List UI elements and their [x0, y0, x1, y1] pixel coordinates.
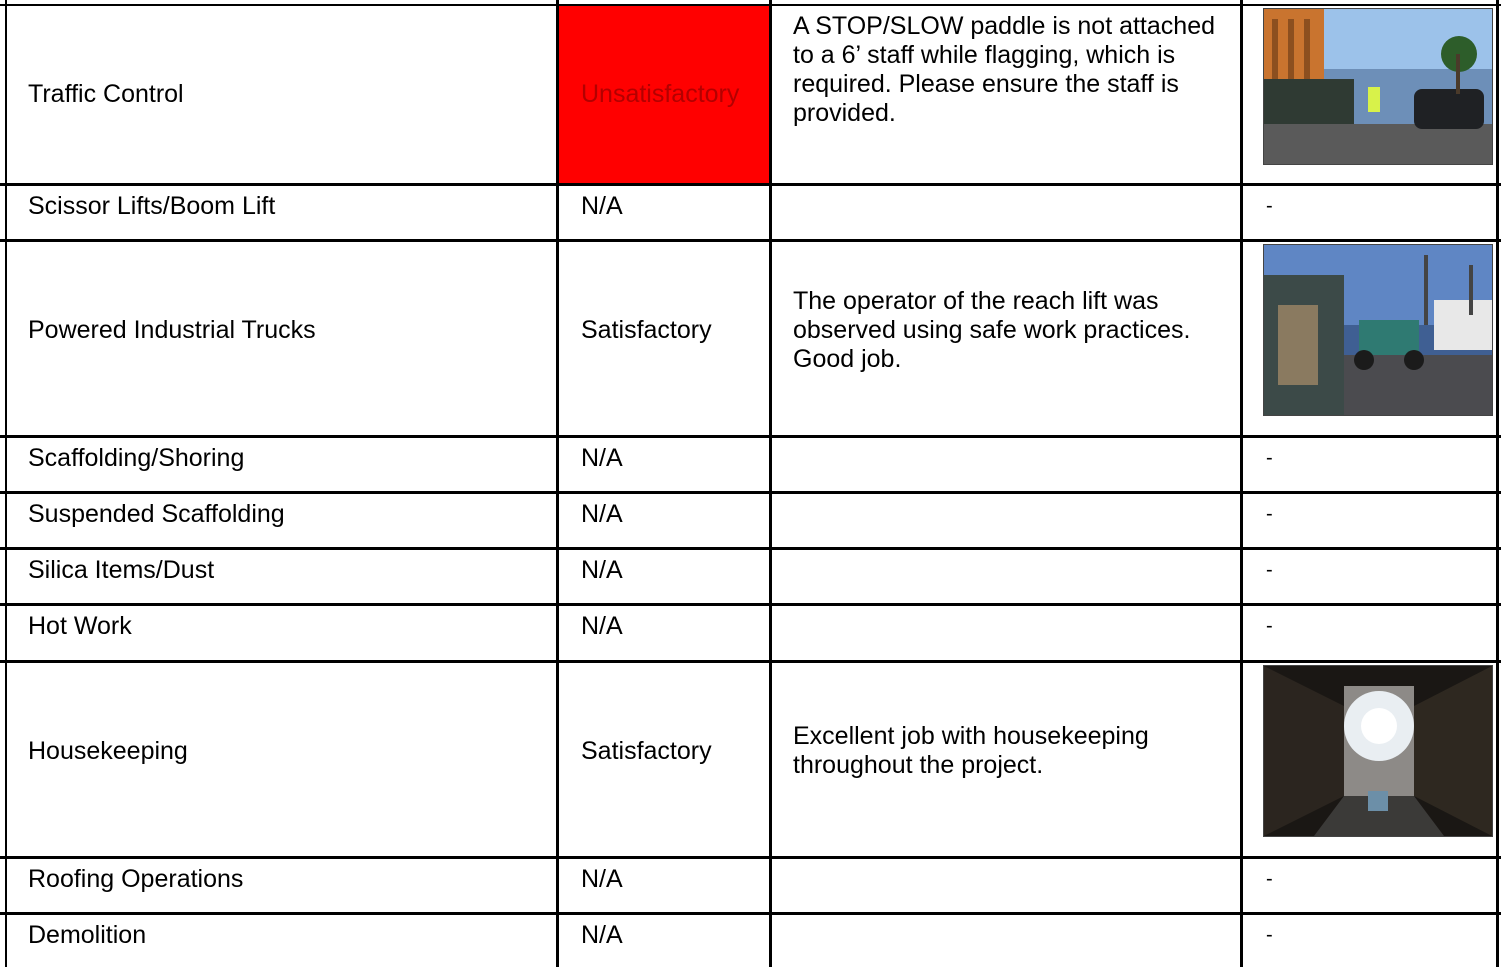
- photo-placeholder: -: [1266, 558, 1273, 581]
- photo-placeholder: -: [1266, 194, 1273, 217]
- category-cell: Scaffolding/Shoring: [28, 443, 245, 472]
- comment-cell: A STOP/SLOW paddle is not attached to a 6’ staff while flagging, which is required. Please ensure the staff is provided.: [793, 12, 1215, 127]
- corridor-photo: [1263, 665, 1493, 837]
- category-cell: Roofing Operations: [28, 864, 244, 893]
- comment-cell: Excellent job with housekeeping throughout the project.: [793, 722, 1149, 779]
- traffic-flagger-photo: [1263, 8, 1493, 165]
- reach-lift-photo: [1263, 244, 1493, 416]
- status-cell: N/A: [581, 443, 623, 472]
- photo-placeholder: -: [1266, 446, 1273, 469]
- status-cell: N/A: [581, 191, 623, 220]
- category-cell: Housekeeping: [28, 736, 188, 765]
- table-border-left: [5, 0, 7, 967]
- status-cell: Satisfactory: [581, 736, 712, 765]
- status-cell: N/A: [581, 611, 623, 640]
- photo-placeholder: -: [1266, 502, 1273, 525]
- status-cell: N/A: [581, 864, 623, 893]
- photo-placeholder: -: [1266, 867, 1273, 890]
- comment-cell: The operator of the reach lift was observed using safe work practices. Good job.: [793, 286, 1191, 373]
- status-cell: N/A: [581, 920, 623, 949]
- category-cell: Silica Items/Dust: [28, 555, 215, 584]
- category-cell: Demolition: [28, 920, 147, 949]
- column-divider: [769, 0, 772, 967]
- status-cell: N/A: [581, 555, 623, 584]
- category-cell: Scissor Lifts/Boom Lift: [28, 191, 276, 220]
- category-cell: Traffic Control: [28, 80, 184, 108]
- status-cell: Satisfactory: [581, 315, 712, 344]
- category-cell: Suspended Scaffolding: [28, 499, 285, 528]
- column-divider: [556, 0, 559, 967]
- photo-placeholder: -: [1266, 614, 1273, 637]
- column-divider: [1240, 0, 1243, 967]
- category-cell: Hot Work: [28, 611, 132, 640]
- status-cell: N/A: [581, 499, 623, 528]
- category-cell: Powered Industrial Trucks: [28, 315, 316, 344]
- photo-placeholder: -: [1266, 923, 1273, 946]
- status-cell: Unsatisfactory: [581, 80, 740, 108]
- table-border-right: [1496, 0, 1499, 967]
